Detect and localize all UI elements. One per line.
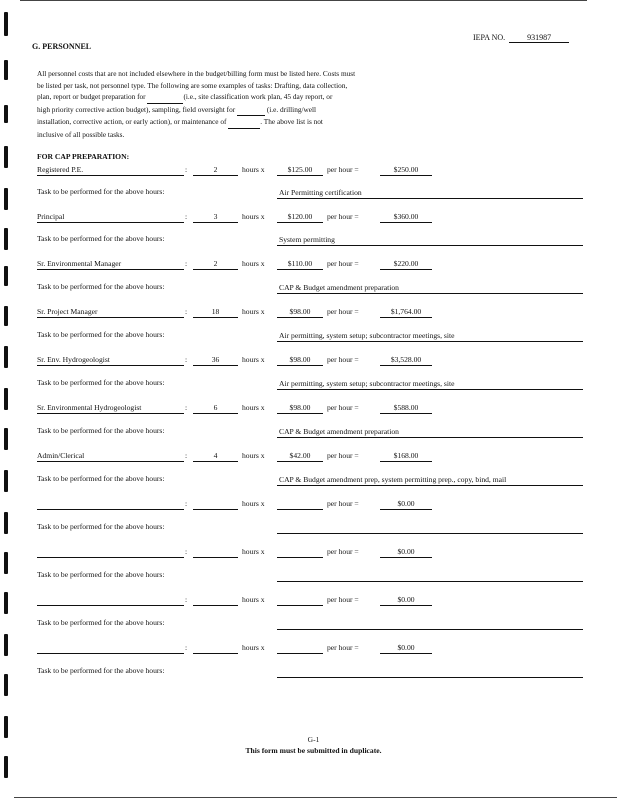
hours-x-label: hours x bbox=[242, 451, 265, 460]
task-label: Task to be performed for the above hours: bbox=[37, 618, 165, 627]
hours-x-label: hours x bbox=[242, 212, 265, 221]
margin-mark bbox=[4, 60, 8, 80]
colon: : bbox=[185, 165, 188, 174]
per-hour-label: per hour = bbox=[327, 307, 359, 316]
margin-mark bbox=[4, 346, 8, 368]
total-field[interactable]: $250.00 bbox=[380, 164, 432, 176]
margin-mark bbox=[4, 306, 8, 326]
intro-line-part: plan, report or budget preparation for bbox=[37, 92, 146, 102]
total-field[interactable]: $360.00 bbox=[380, 211, 432, 223]
personnel-row bbox=[37, 642, 597, 654]
role-field[interactable]: Sr. Env. Hydrogeologist bbox=[37, 354, 184, 366]
hours-field[interactable] bbox=[193, 594, 238, 606]
intro-line: inclusive of all possible tasks. bbox=[37, 129, 125, 139]
per-hour-label: per hour = bbox=[327, 643, 359, 652]
task-label: Task to be performed for the above hours: bbox=[37, 426, 165, 435]
task-label: Task to be performed for the above hours: bbox=[37, 187, 165, 196]
task-row bbox=[37, 282, 583, 294]
colon: : bbox=[185, 547, 188, 556]
blank-underline bbox=[228, 116, 260, 129]
task-row bbox=[37, 618, 583, 630]
iepa-number-field bbox=[473, 33, 569, 43]
total-field[interactable]: $168.00 bbox=[380, 450, 432, 462]
margin-mark bbox=[4, 674, 8, 696]
task-row bbox=[37, 474, 583, 486]
personnel-row bbox=[37, 164, 597, 176]
rate-field[interactable]: $98.00 bbox=[277, 306, 323, 318]
hours-x-label: hours x bbox=[242, 499, 265, 508]
bottom-rule bbox=[14, 797, 617, 798]
task-row bbox=[37, 522, 583, 534]
hours-x-label: hours x bbox=[242, 259, 265, 268]
role-field[interactable]: Sr. Environmental Manager bbox=[37, 258, 184, 270]
task-label: Task to be performed for the above hours: bbox=[37, 522, 165, 531]
personnel-row bbox=[37, 306, 597, 318]
hours-field[interactable]: 18 bbox=[193, 306, 238, 318]
colon: : bbox=[185, 259, 188, 268]
margin-mark bbox=[4, 188, 8, 210]
intro-line-part: (i.e., site classification work plan, 45 day report, or bbox=[183, 92, 333, 102]
task-field[interactable]: Air Permitting certification bbox=[277, 187, 583, 199]
hours-field[interactable] bbox=[193, 546, 238, 558]
iepa-label: IEPA NO. bbox=[473, 33, 506, 42]
personnel-row bbox=[37, 354, 597, 366]
colon: : bbox=[185, 355, 188, 364]
intro-paragraph bbox=[37, 68, 462, 141]
hours-x-label: hours x bbox=[242, 403, 265, 412]
margin-mark bbox=[4, 388, 8, 410]
task-label: Task to be performed for the above hours: bbox=[37, 666, 165, 675]
task-field[interactable]: Air permitting, system setup; subcontractor meetings, site bbox=[277, 378, 583, 390]
task-field[interactable] bbox=[277, 666, 583, 678]
hours-field[interactable]: 3 bbox=[193, 211, 238, 223]
total-field[interactable]: $0.00 bbox=[380, 642, 432, 654]
role-field[interactable]: Admin/Clerical bbox=[37, 450, 184, 462]
intro-line bbox=[37, 116, 462, 129]
total-field[interactable]: $588.00 bbox=[380, 402, 432, 414]
rate-field[interactable] bbox=[277, 594, 323, 606]
margin-mark bbox=[4, 634, 8, 656]
task-field[interactable]: CAP & Budget amendment prep, system permitting prep., copy, bind, mail bbox=[277, 474, 583, 486]
personnel-row bbox=[37, 546, 597, 558]
task-label: Task to be performed for the above hours: bbox=[37, 330, 165, 339]
margin-mark bbox=[4, 228, 8, 250]
footer-note: This form must be submitted in duplicate. bbox=[245, 746, 382, 755]
hours-x-label: hours x bbox=[242, 547, 265, 556]
rate-field[interactable]: $42.00 bbox=[277, 450, 323, 462]
intro-line-part: installation, corrective action, or early action), or maintenance of bbox=[37, 117, 227, 127]
task-field[interactable] bbox=[277, 522, 583, 534]
hours-x-label: hours x bbox=[242, 355, 265, 364]
cap-heading: FOR CAP PREPARATION: bbox=[37, 152, 130, 161]
colon: : bbox=[185, 212, 188, 221]
intro-line-part: . The above list is not bbox=[260, 117, 323, 127]
per-hour-label: per hour = bbox=[327, 355, 359, 364]
colon: : bbox=[185, 307, 188, 316]
colon: : bbox=[185, 595, 188, 604]
task-field[interactable] bbox=[277, 570, 583, 582]
per-hour-label: per hour = bbox=[327, 595, 359, 604]
section-title: G. PERSONNEL bbox=[32, 42, 92, 51]
task-field[interactable]: CAP & Budget amendment preparation bbox=[277, 282, 583, 294]
top-rule bbox=[20, 0, 587, 1]
rate-field[interactable]: $120.00 bbox=[277, 211, 323, 223]
margin-mark bbox=[4, 756, 8, 778]
rate-field[interactable]: $110.00 bbox=[277, 258, 323, 270]
total-field[interactable]: $0.00 bbox=[380, 498, 432, 510]
personnel-row bbox=[37, 498, 597, 510]
iepa-number: 931987 bbox=[509, 33, 569, 43]
hours-field[interactable]: 36 bbox=[193, 354, 238, 366]
task-label: Task to be performed for the above hours: bbox=[37, 234, 165, 243]
task-row bbox=[37, 187, 583, 199]
margin-mark bbox=[4, 512, 8, 534]
rate-field[interactable]: $98.00 bbox=[277, 354, 323, 366]
role-field[interactable] bbox=[37, 642, 184, 654]
page-number: G-1 bbox=[307, 735, 320, 744]
role-field[interactable] bbox=[37, 594, 184, 606]
margin-mark bbox=[4, 12, 8, 36]
role-field[interactable] bbox=[37, 498, 184, 510]
per-hour-label: per hour = bbox=[327, 547, 359, 556]
intro-line-part: (i.e. drilling/well bbox=[266, 104, 317, 114]
rate-field[interactable]: $125.00 bbox=[277, 164, 323, 176]
personnel-row bbox=[37, 211, 597, 223]
role-field[interactable]: Principal bbox=[37, 211, 184, 223]
role-field[interactable] bbox=[37, 546, 184, 558]
colon: : bbox=[185, 451, 188, 460]
task-row bbox=[37, 666, 583, 678]
per-hour-label: per hour = bbox=[327, 451, 359, 460]
hours-field[interactable]: 2 bbox=[193, 258, 238, 270]
intro-line: be listed per task, not personnel type. The following are some examples of tasks: Drafting, data collection, bbox=[37, 80, 348, 90]
colon: : bbox=[185, 403, 188, 412]
rate-field[interactable] bbox=[277, 546, 323, 558]
margin-mark bbox=[4, 146, 8, 168]
personnel-row bbox=[37, 594, 597, 606]
hours-field[interactable]: 4 bbox=[193, 450, 238, 462]
task-row bbox=[37, 234, 583, 246]
rate-field[interactable] bbox=[277, 642, 323, 654]
total-field[interactable]: $0.00 bbox=[380, 594, 432, 606]
personnel-row bbox=[37, 258, 597, 270]
task-field[interactable]: CAP & Budget amendment preparation bbox=[277, 426, 583, 438]
per-hour-label: per hour = bbox=[327, 259, 359, 268]
role-field[interactable]: Sr. Project Manager bbox=[37, 306, 184, 318]
task-row bbox=[37, 378, 583, 390]
hours-x-label: hours x bbox=[242, 643, 265, 652]
margin-mark bbox=[4, 428, 8, 450]
intro-line bbox=[37, 91, 462, 104]
blank-underline bbox=[147, 91, 183, 104]
hours-x-label: hours x bbox=[242, 595, 265, 604]
task-field[interactable] bbox=[277, 618, 583, 630]
margin-mark bbox=[4, 552, 8, 574]
per-hour-label: per hour = bbox=[327, 499, 359, 508]
hours-x-label: hours x bbox=[242, 165, 265, 174]
hours-field[interactable]: 2 bbox=[193, 164, 238, 176]
task-label: Task to be performed for the above hours: bbox=[37, 570, 165, 579]
blank-underline bbox=[237, 104, 265, 117]
margin-mark bbox=[4, 470, 8, 492]
personnel-row bbox=[37, 450, 597, 462]
per-hour-label: per hour = bbox=[327, 165, 359, 174]
margin-mark bbox=[4, 105, 8, 123]
hours-field[interactable] bbox=[193, 642, 238, 654]
intro-line: All personnel costs that are not included elsewhere in the budget/billing form must be listed here. Costs must bbox=[37, 69, 356, 78]
role-field[interactable]: Sr. Environmental Hydrogeologist bbox=[37, 402, 184, 414]
task-field[interactable]: Air permitting, system setup; subcontractor meetings, site bbox=[277, 330, 583, 342]
intro-line-part: high priority corrective action budget), sampling, field oversight for bbox=[37, 104, 236, 114]
personnel-row bbox=[37, 402, 597, 414]
task-field[interactable]: System permitting bbox=[277, 234, 583, 246]
rate-field[interactable]: $98.00 bbox=[277, 402, 323, 414]
per-hour-label: per hour = bbox=[327, 403, 359, 412]
colon: : bbox=[185, 643, 188, 652]
intro-line bbox=[37, 104, 462, 117]
colon: : bbox=[185, 499, 188, 508]
task-row bbox=[37, 426, 583, 438]
task-label: Task to be performed for the above hours: bbox=[37, 282, 165, 291]
hours-field[interactable]: 6 bbox=[193, 402, 238, 414]
role-field[interactable]: Registered P.E. bbox=[37, 164, 184, 176]
task-row bbox=[37, 570, 583, 582]
task-label: Task to be performed for the above hours: bbox=[37, 378, 165, 387]
rate-field[interactable] bbox=[277, 498, 323, 510]
task-label: Task to be performed for the above hours: bbox=[37, 474, 165, 483]
hours-x-label: hours x bbox=[242, 307, 265, 316]
per-hour-label: per hour = bbox=[327, 212, 359, 221]
total-field[interactable]: $3,528.00 bbox=[380, 354, 432, 366]
margin-mark bbox=[4, 266, 8, 286]
hours-field[interactable] bbox=[193, 498, 238, 510]
margin-mark bbox=[4, 592, 8, 614]
total-field[interactable]: $220.00 bbox=[380, 258, 432, 270]
task-row bbox=[37, 330, 583, 342]
total-field[interactable]: $0.00 bbox=[380, 546, 432, 558]
total-field[interactable]: $1,764.00 bbox=[380, 306, 432, 318]
